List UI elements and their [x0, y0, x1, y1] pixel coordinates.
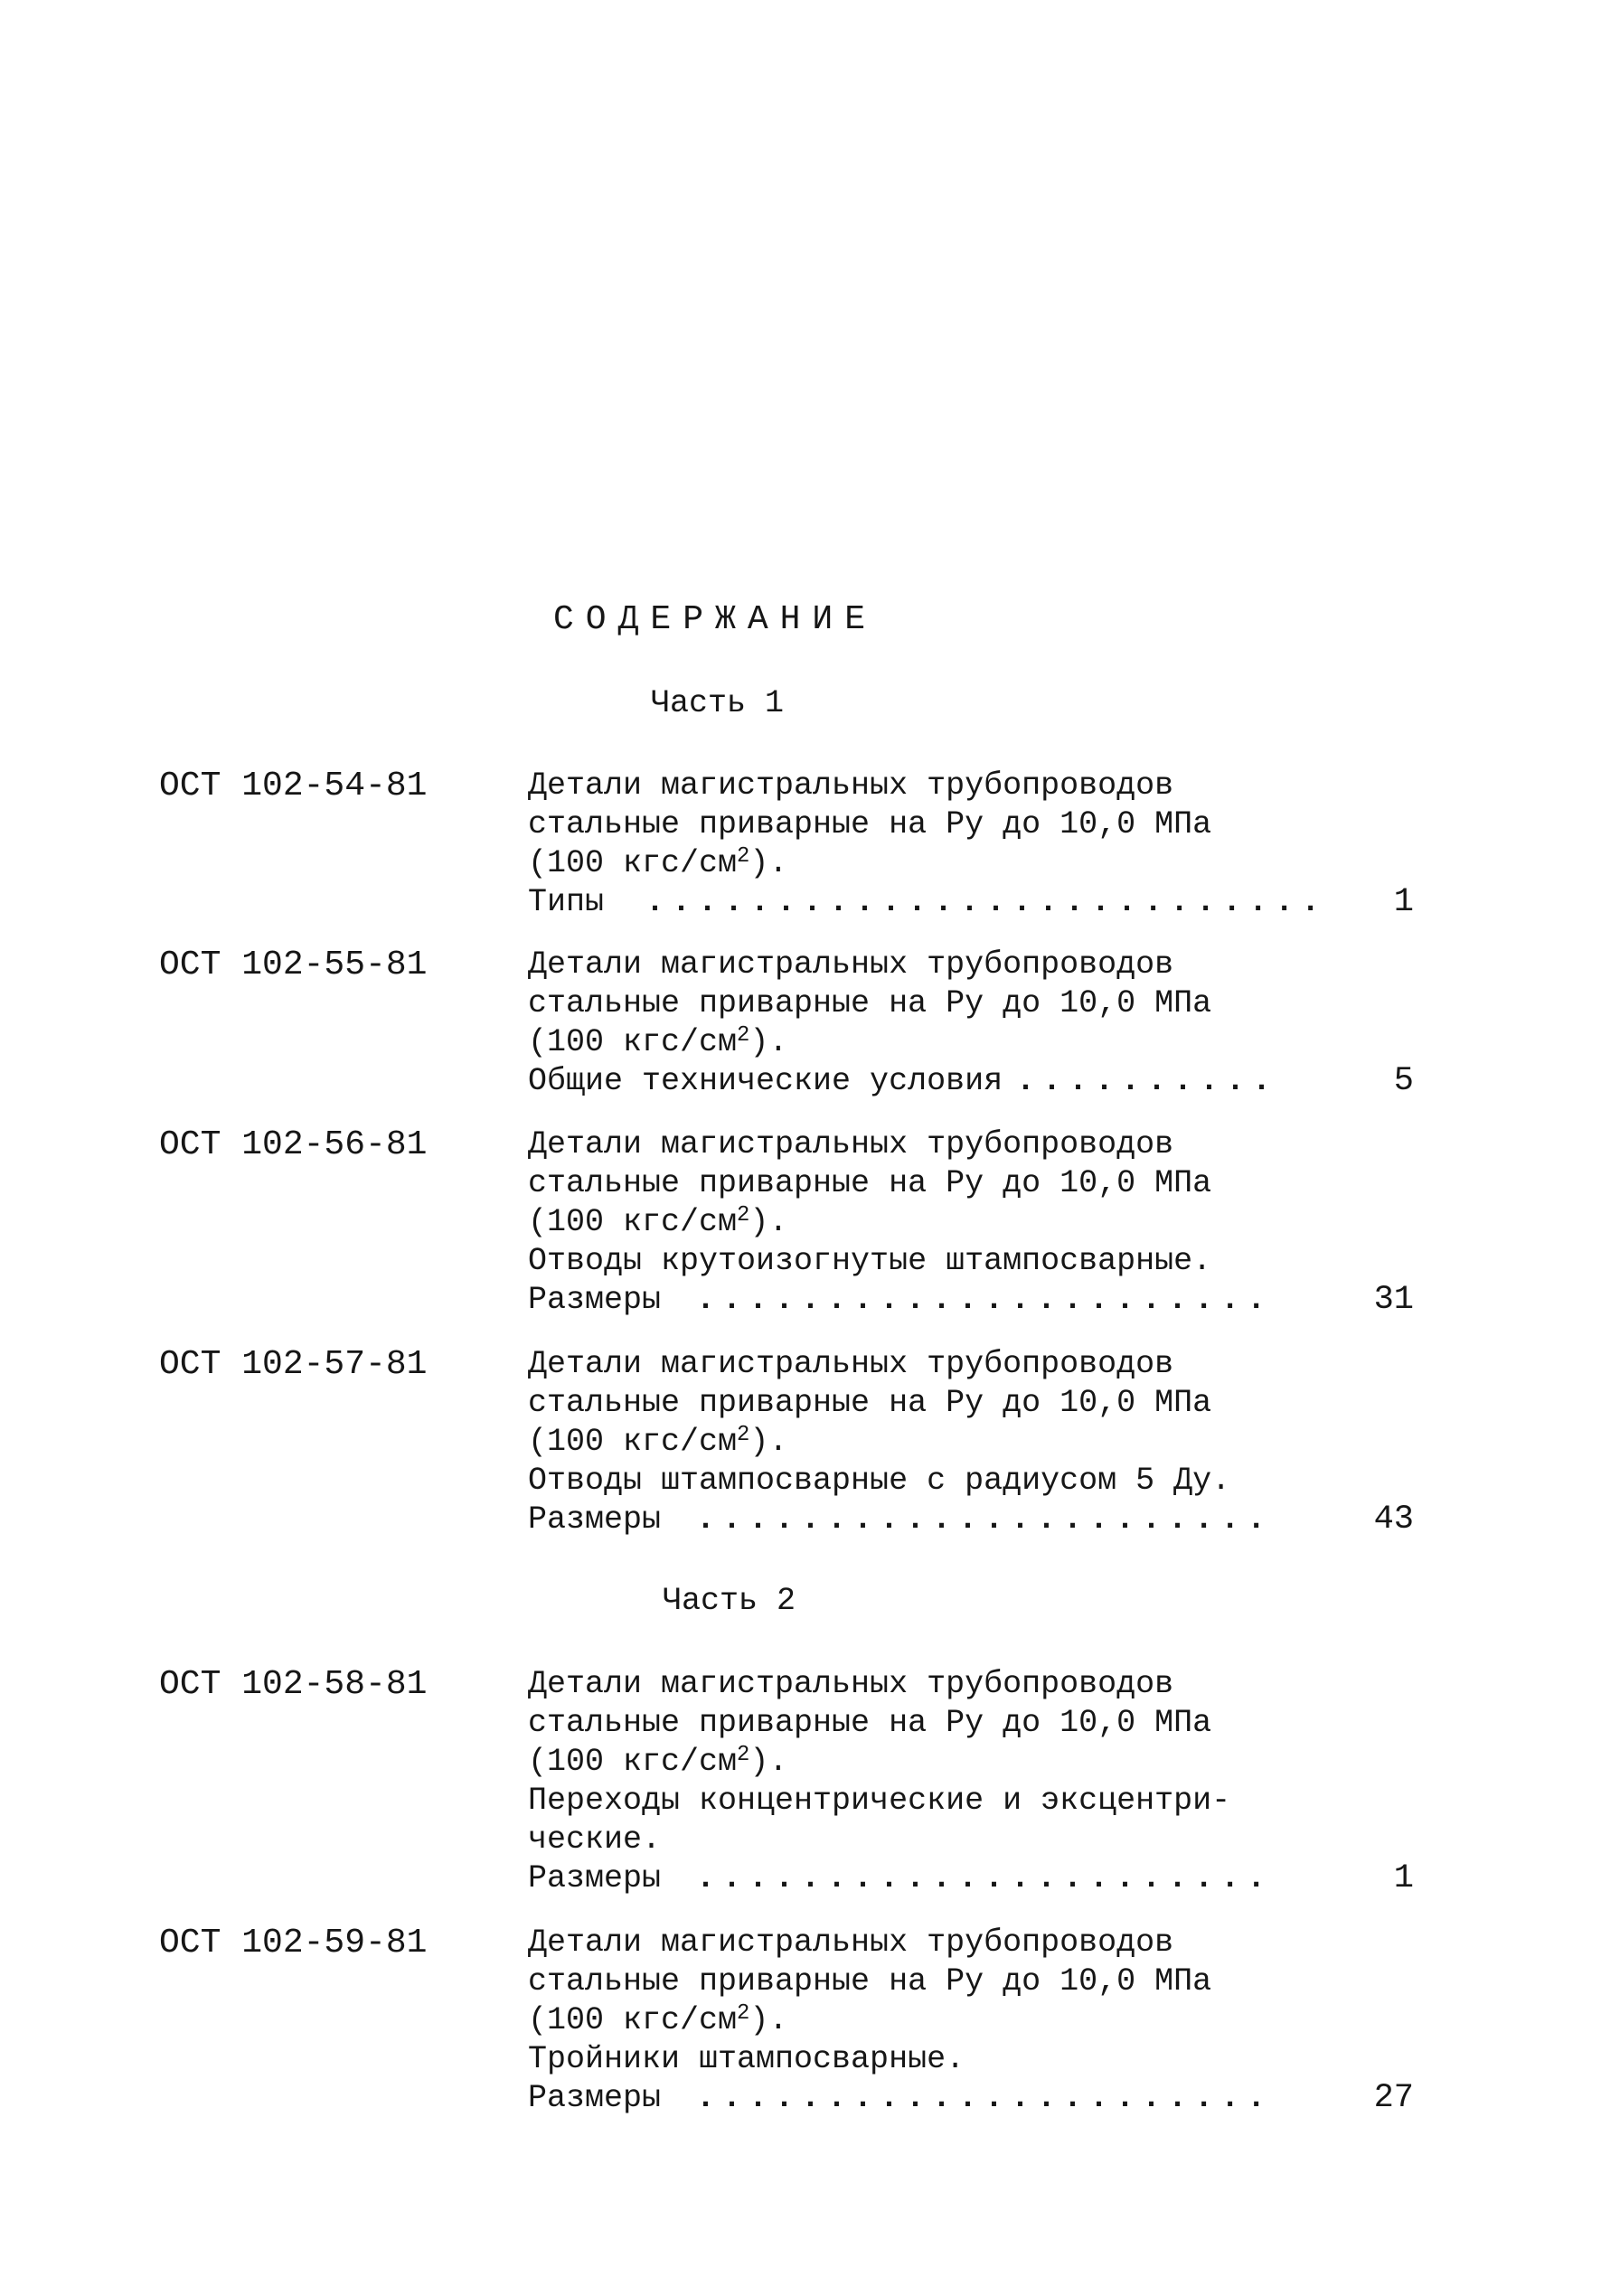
description-line: Детали магистральных трубопроводов: [528, 1346, 1174, 1382]
entry-description: [528, 1345, 1432, 1539]
leader-line: [528, 1281, 1432, 1320]
description-line: стальные приварные на Ру до 10,0 МПа: [528, 1705, 1212, 1741]
description-line: стальные приварные на Ру до 10,0 МПа: [528, 1963, 1212, 2000]
pressure-unit-line: [528, 1743, 1432, 1782]
pressure-unit-line: [528, 1023, 1432, 1062]
dot-leader: ......................: [696, 1501, 1274, 1538]
standard-code: ОСТ 102-55-81: [159, 946, 428, 984]
description-line: стальные приварные на Ру до 10,0 МПа: [528, 806, 1212, 842]
part-2-heading: Часть 2: [663, 1583, 796, 1619]
unit-text-end: ).: [749, 1424, 788, 1460]
dot-leader: ..........................: [645, 884, 1328, 920]
description-line: стальные приварные на Ру до 10,0 МПа: [528, 1165, 1212, 1201]
page-number: 5: [1393, 1062, 1414, 1100]
page-number: 1: [1393, 883, 1414, 921]
dot-leader: ......................: [696, 1282, 1274, 1318]
entry-description: [528, 767, 1432, 922]
entry-subtitle: Размеры: [528, 1860, 662, 1896]
description-line: Детали магистральных трубопроводов: [528, 946, 1174, 983]
unit-superscript: 2: [737, 1423, 750, 1448]
entry-subtitle: Размеры: [528, 1501, 662, 1538]
unit-text: (100 кгс/см: [528, 845, 738, 881]
description-line: Детали магистральных трубопроводов: [528, 1126, 1174, 1162]
description-line: Отводы крутоизогнутые штампосварные.: [528, 1243, 1212, 1279]
leader-line: [528, 1062, 1432, 1101]
description-line: стальные приварные на Ру до 10,0 МПа: [528, 1385, 1212, 1421]
pressure-unit-line: [528, 1203, 1432, 1242]
page-number: 1: [1393, 1859, 1414, 1897]
standard-code: ОСТ 102-56-81: [159, 1125, 428, 1164]
page-number: 43: [1373, 1501, 1414, 1539]
unit-text-end: ).: [749, 2002, 788, 2038]
unit-text-end: ).: [749, 1024, 788, 1060]
dot-leader: ......................: [696, 1860, 1274, 1896]
unit-text-end: ).: [749, 1744, 788, 1780]
leader-line: [528, 2079, 1432, 2118]
description-line: Переходы концентрические и эксцентри-: [528, 1783, 1231, 1819]
unit-text: (100 кгс/см: [528, 1424, 738, 1460]
description-line: Отводы штампосварные с радиусом 5 Ду.: [528, 1463, 1231, 1499]
entry-subtitle: Размеры: [528, 1282, 662, 1318]
entry-subtitle: Типы: [528, 884, 605, 920]
unit-text: (100 кгс/см: [528, 2002, 738, 2038]
pressure-unit-line: [528, 1423, 1432, 1462]
unit-text: (100 кгс/см: [528, 1744, 738, 1780]
entry-subtitle: Общие технические условия: [528, 1063, 1003, 1099]
pressure-unit-line: [528, 844, 1432, 883]
leader-line: [528, 1859, 1432, 1898]
pressure-unit-line: [528, 2001, 1432, 2040]
dot-leader: ......................: [696, 2080, 1274, 2116]
unit-superscript: 2: [737, 1023, 750, 1049]
unit-text: (100 кгс/см: [528, 1204, 738, 1240]
unit-text-end: ).: [749, 1204, 788, 1240]
standard-code: ОСТ 102-58-81: [159, 1665, 428, 1704]
entry-description: [528, 1924, 1432, 2118]
description-line: Детали магистральных трубопроводов: [528, 1924, 1174, 1961]
entry-description: [528, 1665, 1432, 1898]
page-number: 31: [1373, 1281, 1414, 1319]
description-line: стальные приварные на Ру до 10,0 МПа: [528, 985, 1212, 1021]
standard-code: ОСТ 102-57-81: [159, 1345, 428, 1384]
part-1-heading: Часть 1: [651, 685, 785, 721]
unit-superscript: 2: [737, 844, 750, 870]
description-line: Тройники штампосварные.: [528, 2041, 965, 2077]
unit-superscript: 2: [737, 2001, 750, 2027]
unit-superscript: 2: [737, 1743, 750, 1768]
description-line: Детали магистральных трубопроводов: [528, 767, 1174, 804]
entry-description: [528, 946, 1432, 1101]
standard-code: ОСТ 102-59-81: [159, 1924, 428, 1962]
dot-leader: ..........: [1016, 1063, 1279, 1099]
leader-line: [528, 1501, 1432, 1539]
standard-code: ОСТ 102-54-81: [159, 767, 428, 805]
page-number: 27: [1373, 2079, 1414, 2117]
leader-line: [528, 883, 1432, 922]
unit-superscript: 2: [737, 1203, 750, 1228]
entry-subtitle: Размеры: [528, 2080, 662, 2116]
page-title: СОДЕРЖАНИЕ: [553, 600, 878, 639]
description-line: ческие.: [528, 1821, 662, 1858]
unit-text: (100 кгс/см: [528, 1024, 738, 1060]
unit-text-end: ).: [749, 845, 788, 881]
entry-description: [528, 1125, 1432, 1320]
description-line: Детали магистральных трубопроводов: [528, 1666, 1174, 1702]
